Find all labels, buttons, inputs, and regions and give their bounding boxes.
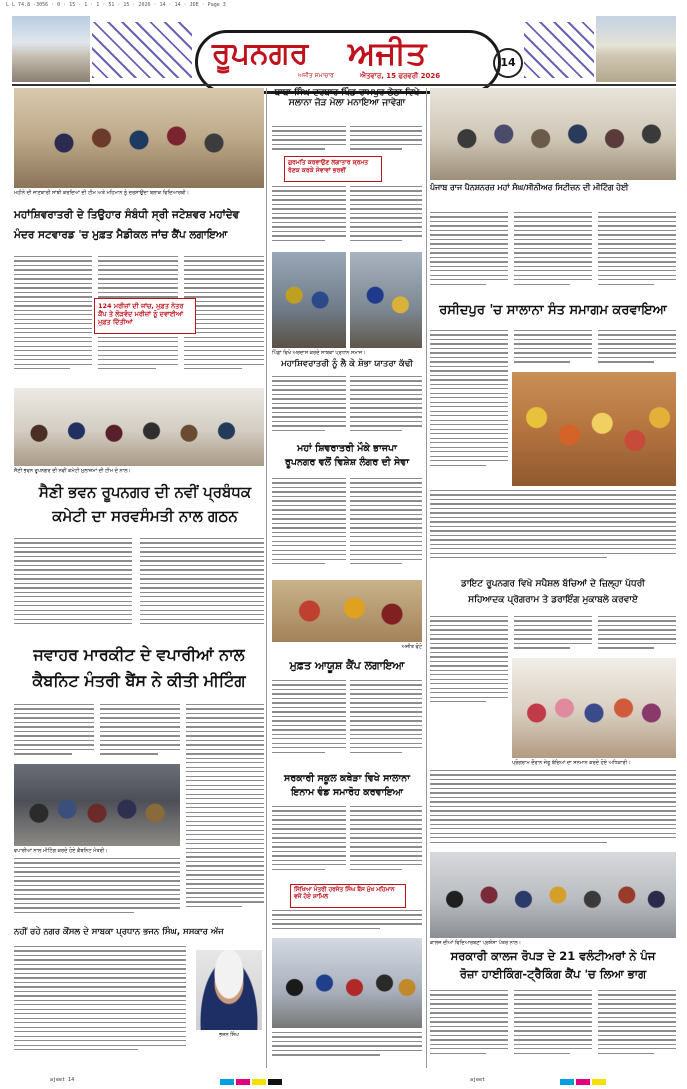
- mahashivratri-camp-highlight-box: [94, 298, 196, 334]
- school-prize-body-2: [350, 806, 422, 880]
- bjp-langar-headline-2: ਰੂਪਨਗਰ ਵਲੋਂ ਵਿਸ਼ੇਸ਼ ਲੰਗਰ ਦੀ ਸੇਵਾ: [284, 457, 410, 468]
- registration-swatch-cyan-2: [560, 1079, 574, 1085]
- top-left-photo-caption: ਮਹੀਨੇ ਦੀ ਜਾਣਕਾਰੀ ਸਾਂਝੀ ਕਰਦਿਆਂ ਦੀ ਟੀਮ ਅਤੇ ਮਹਿਮਾਨ ਨੂੰ ਦਰਸਾਉਂਦਾ ਬਲਾਕ ਵਿਦਿਆਰਥੀ।: [14, 190, 190, 196]
- college-group-caption: ਕਾਲਜ ਦੀਆਂ ਵਿਦਿਆਰਥਣਾਂ ਪ੍ਰਸ਼ੰਸਾ ਪੱਤਰ ਨਾਲ।: [430, 940, 521, 946]
- footer-left-code: ajeet 14: [50, 1077, 75, 1083]
- college-hiking-body-3: [598, 990, 676, 1066]
- pensioners-body-1: [430, 212, 508, 296]
- jawahar-market-headline-1: ਜਵਾਹਰ ਮਾਰਕੀਟ ਦੇ ਵਪਾਰੀਆਂ ਨਾਲ: [33, 645, 245, 664]
- registration-swatch-yellow-2: [592, 1079, 606, 1085]
- mahashivratri-camp-highlight-text: 124 ਮਰੀਜ਼ਾਂ ਦੀ ਜਾਂਚ, ਮੁਫ਼ਤ ਨੇਤਰ ਕੈਂਪ ਤੇ ਲੋੜਵੰਦ ਮਰੀਜ਼ਾਂ ਨੂੰ ਦਵਾਈਆਂ ਮੁਫ਼ਤ ਦਿੱਤੀਆਂ: [98, 302, 184, 326]
- bjp-langar-body-1: [272, 478, 346, 578]
- page-number: 14: [493, 48, 523, 78]
- diet-drawing-caption: ਪ੍ਰੋਗਰਾਮ ਦੌਰਾਨ ਜੇਤੂ ਬੱਚਿਆਂ ਦਾ ਸਨਮਾਨ ਕਰਦੇ ਹੋਏ ਅਧਿਕਾਰੀ।: [512, 760, 631, 766]
- masthead-rule: [12, 84, 676, 86]
- saini-bhawan-headline-1: ਸੈਣੀ ਭਵਨ ਰੂਪਨਗਰ ਦੀ ਨਵੀਂ ਪ੍ਰਬੰਧਕ: [38, 483, 252, 501]
- college-hiking-headline-1: ਸਰਕਾਰੀ ਕਾਲਜ ਰੋਪੜ ਦੇ 21 ਵਲੰਟੀਅਰਾਂ ਨੇ ਪੰਜ: [450, 949, 656, 963]
- bjp-langar-body-2: [350, 478, 422, 578]
- bjp-langar-headline-1: ਮਹਾਂ ਸ਼ਿਵਰਾਤਰੀ ਮੌਕੇ ਭਾਜਪਾ: [297, 443, 397, 454]
- rasidpur-body-3: [598, 330, 676, 370]
- shobha-yatra-photo-1: [272, 252, 346, 348]
- bjp-langar-photo: [272, 580, 422, 642]
- school-prize-body-4: [272, 1032, 422, 1066]
- registration-swatch-black: [268, 1079, 282, 1085]
- diet-drawing-photo: [512, 658, 676, 758]
- rasidpur-body-1: [430, 330, 508, 486]
- column-rule-left: [266, 88, 267, 1068]
- masthead-right-photo: [596, 16, 676, 82]
- mahashivratri-camp-headline-2: ਮੰਦਰ ਸਟਵਾਰਡ 'ਚ ਮੁਫ਼ਤ ਮੈਡੀਕਲ ਜਾਂਚ ਕੈਂਪ ਲਗਾਇਆ: [14, 229, 228, 241]
- saini-committee-photo: [14, 388, 264, 466]
- college-hiking-body-1: [430, 990, 508, 1066]
- jawahar-body-4: [14, 858, 180, 920]
- rasidpur-headline: ਰਸੀਦਪੁਰ 'ਚ ਸਾਲਾਨਾ ਸੰਤ ਸਮਾਗਮ ਕਰਵਾਇਆ: [439, 303, 667, 318]
- college-group-photo: [430, 852, 676, 938]
- mahashivratri-camp-body-1: [14, 256, 92, 386]
- diet-drawing-headline-1: ਡਾਇਟ ਰੂਪਨਗਰ ਵਿਖੇ ਸਪੈਸ਼ਲ ਬੱਚਿਆਂ ਦੇ ਜ਼ਿਲ੍ਹਾ ਪੱਧਰੀ: [461, 579, 645, 589]
- masthead-tagline: ਅਜੀਤ ਸਮਾਚਾਰ: [298, 72, 334, 79]
- column-rule-right: [426, 88, 427, 1068]
- masthead-left-pattern: [92, 22, 192, 78]
- shobha-yatra-headline: ਮਹਾਸ਼ਿਵਰਾਤਰੀ ਨੂੰ ਲੈ ਕੇ ਸ਼ੋਭਾ ਯਾਤਰਾ ਕੱਢੀ: [281, 359, 413, 369]
- jawahar-body-3: [186, 704, 264, 942]
- school-prize-headline-1: ਸਰਕਾਰੀ ਸਕੂਲ ਕਥੇੜਾ ਵਿਖੇ ਸਾਲਾਨਾ: [284, 773, 410, 784]
- registration-swatch-magenta-2: [576, 1079, 590, 1085]
- pensioners-photo: [430, 88, 676, 180]
- jawahar-market-headline-2: ਕੈਬਨਿਟ ਮੰਤਰੀ ਬੈਂਸ ਨੇ ਕੀਤੀ ਮੀਟਿੰਗ: [32, 671, 246, 690]
- school-prize-highlight-box: [290, 884, 406, 908]
- pensioners-headline: ਪੰਜਾਬ ਰਾਜ ਪੈਨਸ਼ਨਰਜ਼ ਮਹਾਂ ਸੰਘ/ਸੀਨੀਅਰ ਸਿਟੀਜ਼ਨ ਦੀ ਮੀਟਿੰਗ ਹੋਈ: [430, 183, 629, 192]
- saini-body-2: [140, 538, 264, 638]
- registration-swatch-magenta: [236, 1079, 250, 1085]
- bjp-langar-caption: ਅਜੀਤ ਫੋਟੋ: [401, 644, 422, 650]
- rasidpur-body-4: [430, 490, 676, 572]
- kirtan-highlight-text: ਗੁਰਮਤਿ ਕਰਵਾਉਣ ਲਗਾਤਾਰ ਸ਼੍ਰਮਤ ਰੋਣਕ ਕਰਕੇ ਸੇਵਾਵਾਂ ਭਰਵੀਂ: [288, 159, 369, 174]
- paper-title: ਅਜੀਤ: [348, 34, 427, 72]
- registration-swatch-yellow: [252, 1079, 266, 1085]
- ayush-camp-headline: ਮੁਫ਼ਤ ਆਯੂਸ਼ ਕੈਂਪ ਲਗਾਇਆ: [289, 659, 405, 672]
- diet-drawing-body-4: [430, 770, 676, 854]
- jawahar-meeting-caption: ਵਪਾਰੀਆਂ ਨਾਲ ਮੀਟਿੰਗ ਕਰਦੇ ਹੋਏ ਕੈਬਨਿਟ ਮੰਤਰੀ।: [14, 848, 108, 854]
- pensioners-body-2: [514, 212, 592, 296]
- ayush-body-2: [350, 680, 422, 766]
- council-portrait-caption: ਭਜਨ ਸਿੰਘ: [219, 1032, 239, 1038]
- mahashivratri-camp-headline-1: ਮਹਾਂਸ਼ਿਵਰਾਤਰੀ ਦੇ ਤਿਉਹਾਰ ਸੰਬੰਧੀ ਸ੍ਰੀ ਜਟੇਸ਼ਵਰ ਮਹਾਂਦੇਵ: [14, 209, 240, 221]
- saini-committee-caption: ਸੈਣੀ ਭਵਨ ਰੂਪਨਗਰ ਦੀ ਨਵੀਂ ਕਮੇਟੀ ਮੁਲਾਜ਼ਮਾਂ ਦੀ ਟੀਮ ਦੇ ਨਾਲ।: [14, 468, 131, 474]
- diet-drawing-body-3: [598, 616, 676, 656]
- masthead-right-pattern: [524, 22, 594, 78]
- shobha-yatra-photo-2: [350, 252, 422, 348]
- school-prize-photo: [272, 938, 422, 1028]
- diet-drawing-headline-2: ਸਹਿਆਦਕ ਪ੍ਰੋਗਰਾਮ ਤੇ ਡਰਾਇੰਗ ਮੁਕਾਬਲੇ ਕਰਵਾਏ: [468, 595, 638, 605]
- shobha-yatra-body-1: [272, 376, 346, 438]
- school-prize-highlight-text: ਸਿੱਖਿਆ ਮੰਤਰੀ ਹਰਜੋਤ ਸਿੰਘ ਬੈਂਸ ਮੁੱਖ ਮਹਿਮਾਨ ਵਜੋਂ ਹੋਏ ਸ਼ਾਮਿਲ: [294, 887, 395, 900]
- masthead-date: ਐਤਵਾਰ, 15 ਫਰਵਰੀ 2026: [360, 72, 441, 80]
- footer-right-code: ajeet: [470, 1077, 486, 1083]
- saini-bhawan-headline-2: ਕਮੇਟੀ ਦਾ ਸਰਵਸੰਮਤੀ ਨਾਲ ਗਠਨ: [52, 507, 238, 525]
- mahashivratri-camp-body-3: [184, 256, 264, 386]
- pensioners-body-3: [598, 212, 676, 296]
- registration-swatch-cyan: [220, 1079, 234, 1085]
- rasidpur-body-2: [514, 330, 592, 370]
- diet-drawing-body-1: [430, 616, 508, 718]
- saini-body-1: [14, 538, 132, 638]
- rampur-body-3: [272, 186, 346, 248]
- shobha-yatra-caption: ਪਿੰਡਾਂ ਵਿਖੇ ਅਰਦਾਸ ਕਰਦੇ ਸਾਬਕਾ ਪ੍ਰਧਾਨ ਸਮਾਜ।: [272, 350, 366, 356]
- kirtan-highlight-box: [284, 156, 382, 182]
- rampur-body-4: [350, 186, 422, 248]
- college-hiking-body-2: [514, 990, 592, 1066]
- shobha-yatra-body-2: [350, 376, 422, 438]
- rampur-body-1: [272, 126, 346, 154]
- school-prize-body-1: [272, 806, 346, 880]
- registration-line: L L 74.8 ·3056 · 0 · 15 · 1 · 1 · 51 · 15 · 2026 · 14 · 14 · JDE · Page 3: [6, 2, 226, 8]
- council-headline: ਨਹੀਂ ਰਹੇ ਨਗਰ ਕੌਂਸਲ ਦੇ ਸਾਬਕਾ ਪ੍ਰਧਾਨ ਭਜਨ ਸਿੰਘ, ਸਸਕਾਰ ਅੱਜ: [14, 927, 224, 937]
- rampur-body-2: [350, 126, 422, 154]
- council-portrait: [196, 950, 262, 1030]
- jawahar-meeting-photo: [14, 764, 180, 846]
- section-title: ਰੂਪਨਗਰ: [212, 36, 309, 71]
- rampur-mela-headline: ਬਾਬਾ ਸਿੰਘ ਦਰਬਾਰ ਪਿੰਡ ਰਾਮਪੁਰ ਠੇਠਾ ਵਿਖੇ ਸਲਾਨਾ ਜੋੜ ਮੇਲਾ ਮਨਾਇਆ ਜਾਵੇਗਾ: [274, 88, 420, 108]
- school-prize-body-3: [272, 910, 422, 934]
- jawahar-body-1: [14, 704, 94, 764]
- diet-drawing-body-2: [514, 616, 592, 656]
- ayush-body-1: [272, 680, 346, 766]
- college-hiking-headline-2: ਰੋਜ਼ਾ ਹਾਈਕਿੰਗ-ਟ੍ਰੈਕਿੰਗ ਕੈਂਪ 'ਚ ਲਿਆ ਭਾਗ: [459, 967, 647, 981]
- top-left-photo: [14, 88, 264, 188]
- council-body: [14, 946, 186, 1064]
- rasidpur-photo: [512, 372, 676, 486]
- school-prize-headline-2: ਇਨਾਮ ਵੰਡ ਸਮਾਰੋਹ ਕਰਵਾਇਆ: [291, 787, 403, 798]
- masthead-left-photo: [12, 16, 90, 82]
- jawahar-body-2: [100, 704, 180, 764]
